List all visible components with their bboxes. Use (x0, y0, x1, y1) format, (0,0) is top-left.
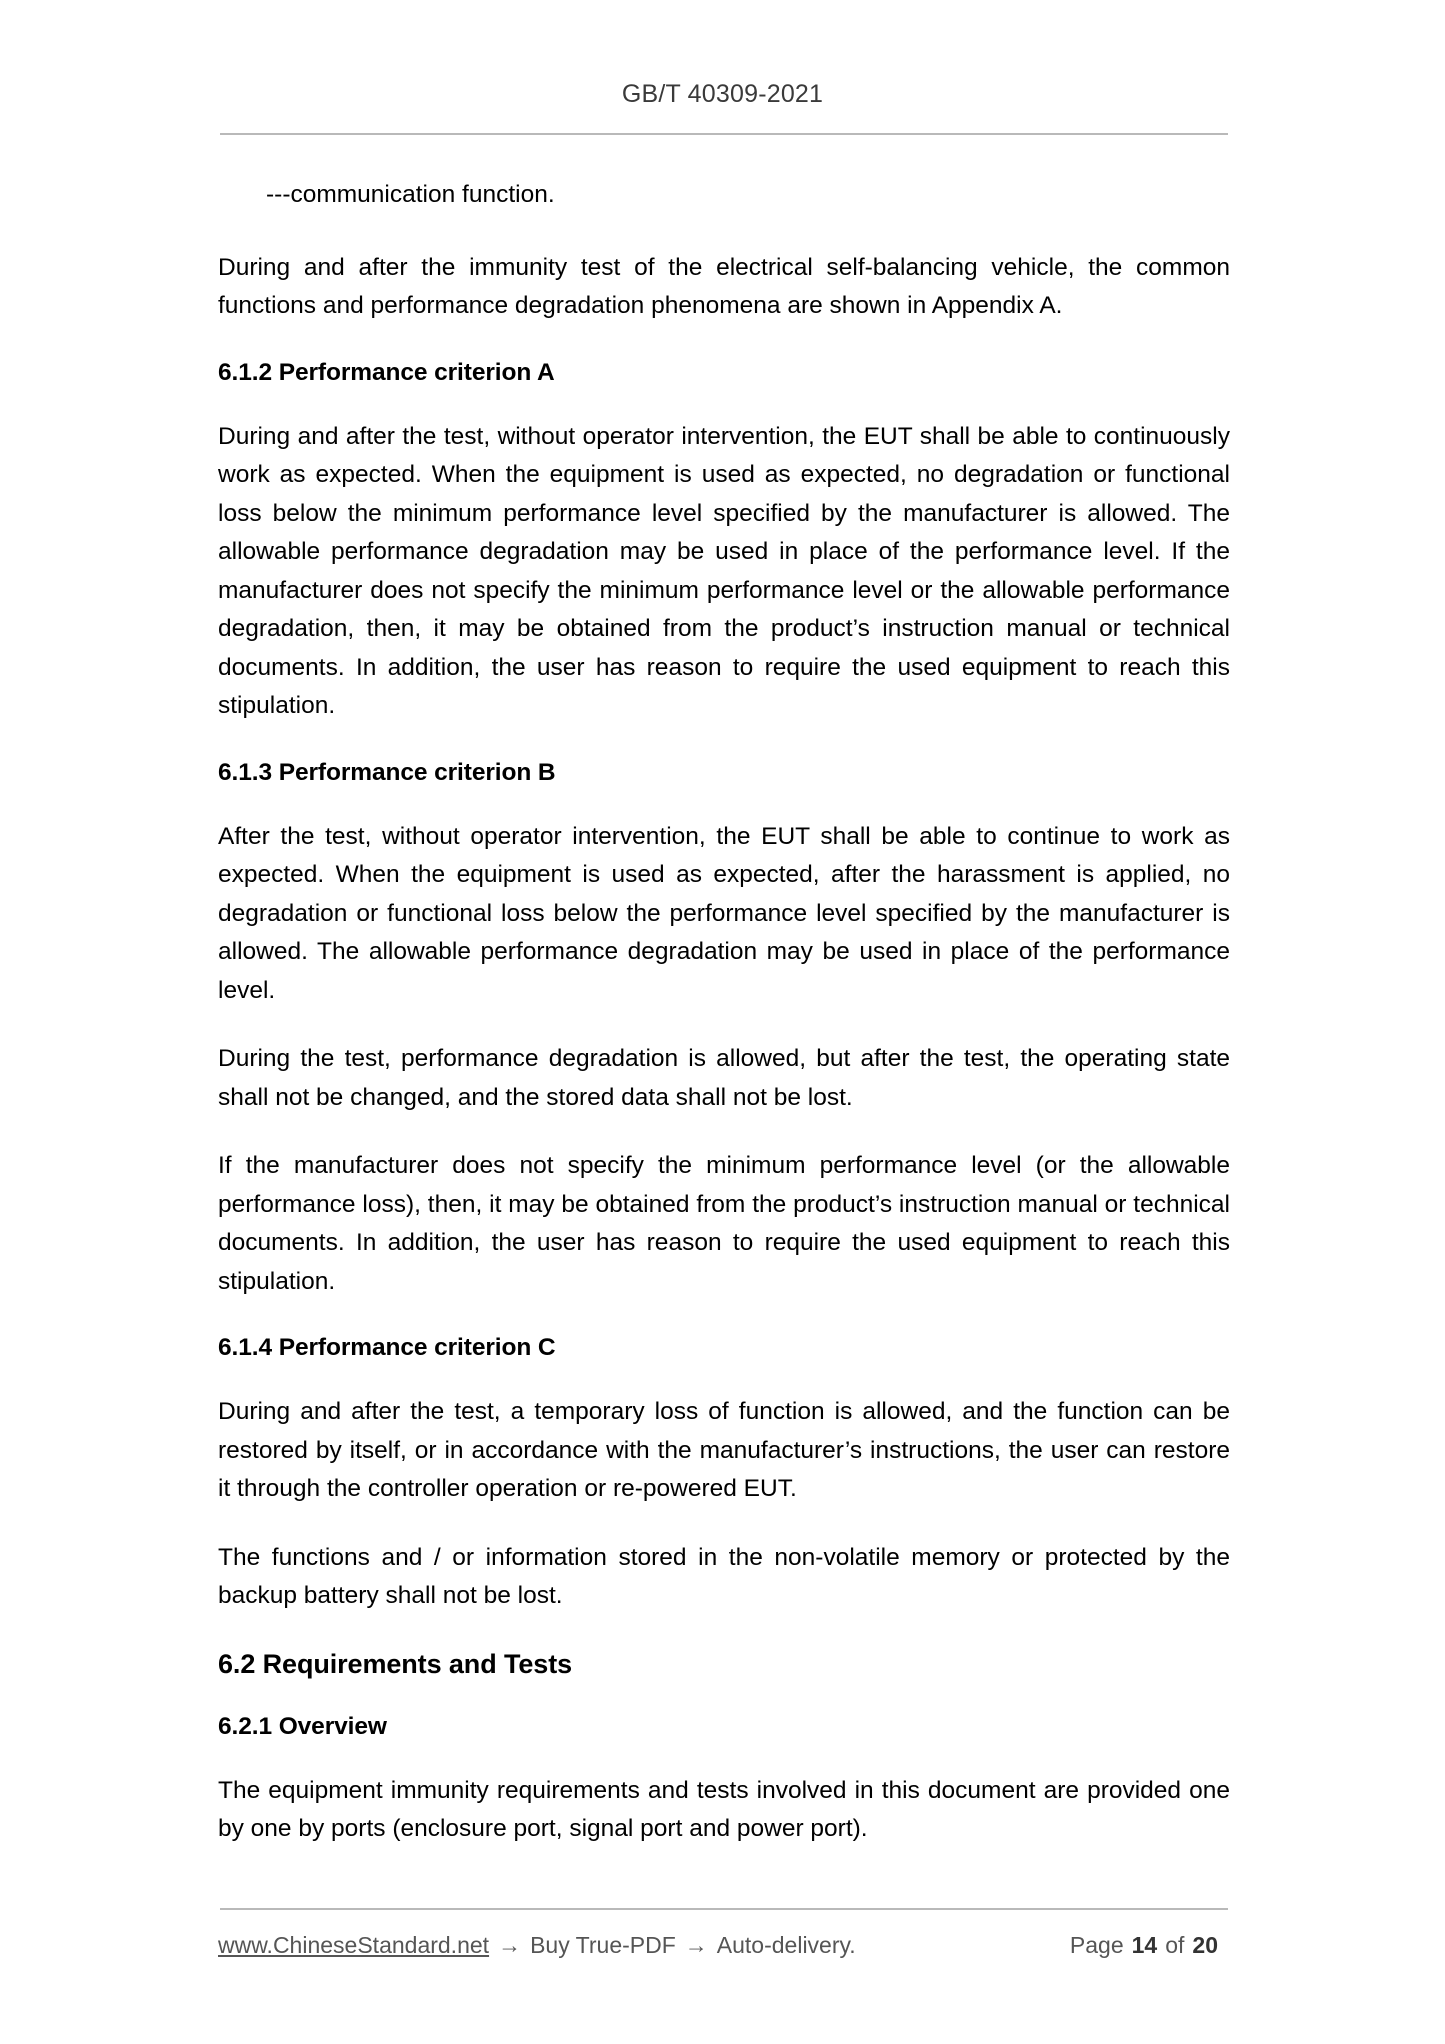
arrow-right-icon-2: → (684, 1932, 708, 1958)
page-header (0, 80, 1445, 109)
paragraph-immunity-test-intro: During and after the immunity test of the electrical self-balancing vehicle, the common functions and performance degradation phenomena are shown in Appendix A. (218, 253, 1230, 319)
footer-divider (220, 1908, 1228, 1910)
document-body (218, 176, 1230, 1879)
current-page-number: 14 (1131, 1932, 1158, 1958)
paragraph-criterion-c-2: The functions and / or information stored in the non-volatile memory or protected by the backup battery shall not be lost. (218, 1543, 1230, 1609)
heading-6-1-3: 6.1.3 Performance criterion B (218, 758, 556, 786)
heading-6-1-4: 6.1.4 Performance criterion C (218, 1334, 556, 1361)
page-indicator (1070, 1932, 1230, 1959)
arrow-right-icon: → (498, 1932, 522, 1958)
heading-6-1-2: 6.1.2 Performance criterion A (218, 358, 555, 386)
paragraph-overview: The equipment immunity requirements and tests involved in this document are provided one by one by ports (enclosure port, signal port and power port). (218, 1776, 1230, 1842)
heading-6-2-1: 6.2.1 Overview (218, 1712, 387, 1740)
of-label: of (1165, 1932, 1185, 1958)
paragraph-criterion-b-3: If the manufacturer does not specify the minimum performance level (or the allowable performance loss), then, it may be obtained from the product’s instruction manual or technical documents. In addition, the user has reason to require the used equipment to reach this stipulation. (218, 1152, 1230, 1295)
paragraph-criterion-c-1: During and after the test, a temporary loss of function is allowed, and the function can be restored by itself, or in accordance with the manufacturer’s instructions, the user can restore it through the controller operation or re-powered EUT. (218, 1398, 1230, 1502)
chinesestandard-link[interactable]: www.ChineseStandard.net (218, 1932, 490, 1958)
total-page-number: 20 (1192, 1932, 1218, 1958)
auto-delivery-text: Auto-delivery. (716, 1932, 856, 1958)
paragraph-criterion-a: During and after the test, without operator intervention, the EUT shall be able to continuously work as expected. When the equipment is used as expected, no degradation or functional loss below the minimum performance level specified by the manufacturer is allowed. The allowable performance degradation may be used in place of the performance level. If the manufacturer does not specify the minimum performance level or the allowable performance degradation, then, it may be obtained from the product’s instruction manual or technical documents. In addition, the user has reason to require the used equipment to reach this stipulation. (218, 422, 1230, 719)
list-item-communication-function: ---communication function. (266, 181, 555, 208)
standard-number: GB/T 40309-2021 (621, 80, 824, 108)
header-divider (220, 133, 1228, 135)
page-label: Page (1069, 1932, 1124, 1958)
footer-promo (218, 1932, 856, 1959)
paragraph-criterion-b-2: During the test, performance degradation is allowed, but after the test, the operating state shall not be changed, and the stored data shall not be lost. (218, 1045, 1230, 1111)
page-footer (218, 1932, 1230, 1959)
paragraph-criterion-b-1: After the test, without operator intervention, the EUT shall be able to continue to work as expected. When the equipment is used as expected, after the harassment is applied, no degradation or functional loss below the performance level specified by the manufacturer is allowed. The allowable performance degradation may be used in place of the performance level. (218, 822, 1230, 1004)
buy-true-pdf-text: Buy True-PDF (530, 1932, 676, 1958)
heading-6-2: 6.2 Requirements and Tests (218, 1648, 573, 1679)
